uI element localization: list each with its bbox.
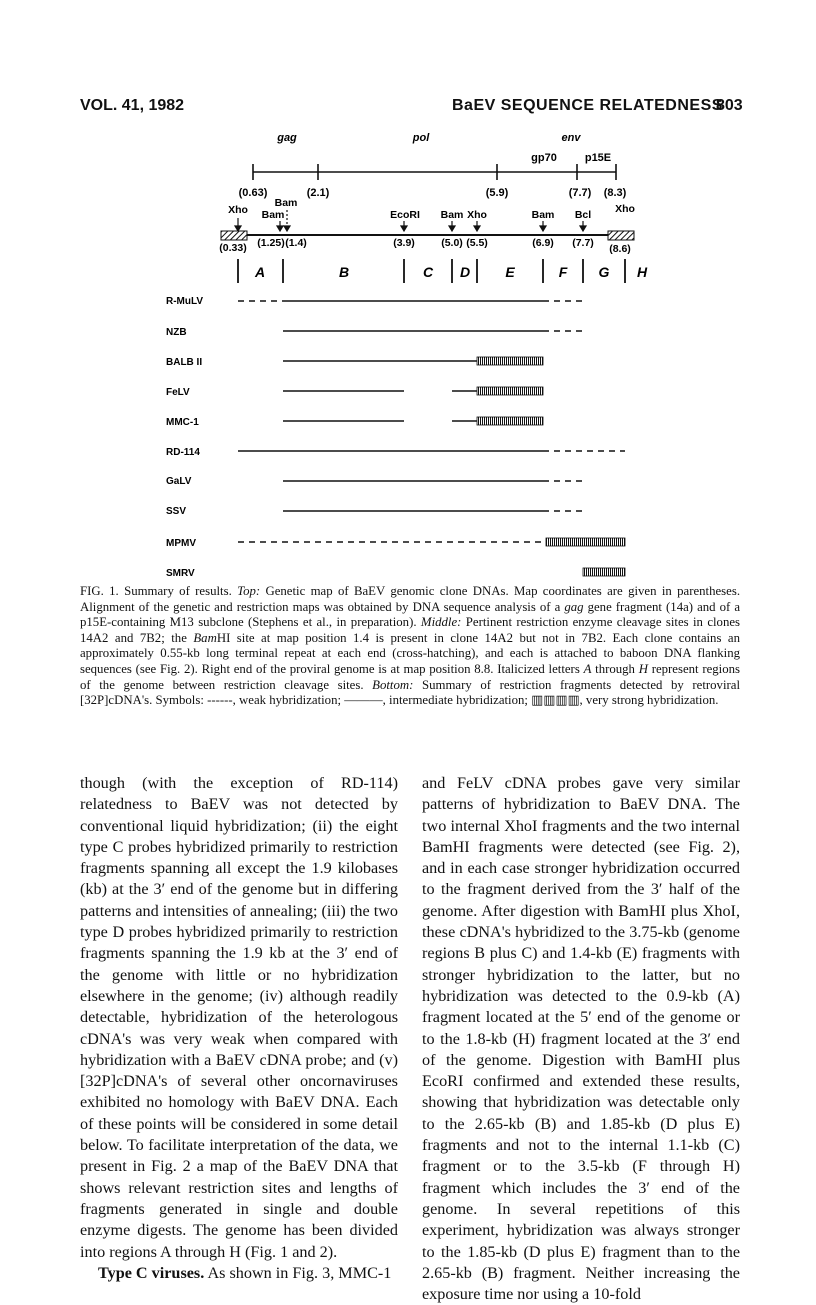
region-label: H — [636, 264, 648, 280]
region-label: E — [505, 264, 515, 280]
probe-label: SSV — [166, 506, 187, 517]
coordinate-label: (1.25) — [257, 237, 285, 249]
caption-text: Bam — [193, 630, 217, 645]
body-paragraph: and FeLV cDNA probes gave very similar patterns of hybridization to BaEV DNA. The two internal XhoI fragments and the two internal BamHI fragments were detected (see Fig. 2), and in each case stronger hybridization occurred to the fragment derived from the 3′ half of the genome. After digestion with BamHI plus XhoI, these cDNA's hybridized to the 3.75-kb (genome regions B plus C) and 1.4-kb (E) fragments with stronger hybridization to the latter, but no hybridization was detected to the 0.9-kb (A) fragment located at the 5′ end of the genome or to the 1.8-kb (H) fragment located at the 3′ end of the genome. Digestion with BamHI plus EcoRI confirmed and extended these results, showing that hybridization was detectable only to the 2.65-kb (B) and 1.85-kb (D plus E) fragments and not to the internal 1.1-kb (C) fragment or to the 3.5-kb (F through H) fragment which includes the 3′ end of the genome. In several repetitions of this experiment, hybridization was always stronger to the 1.85-kb (D plus E) fragment than to the 2.65-kb (B) fragment. Neither increasing the exposure time nor using a 10-fold — [422, 774, 740, 1304]
region-label: F — [558, 264, 568, 280]
caption-text: Genetic map of BaEV genomic clone DNAs. Map coordinates are given in parentheses. Alignment of the genetic and restriction maps was obtained by DNA sequence analysis of a — [80, 584, 741, 614]
probe-summary — [166, 296, 625, 579]
caption-text: H — [638, 661, 648, 676]
running-title: BaEV SEQUENCE RELATEDNESS — [452, 97, 723, 114]
coordinate-label: (3.9) — [393, 237, 415, 249]
region-label: G — [598, 264, 610, 280]
figure-1 — [0, 0, 816, 590]
caption-top-label: Top: — [237, 584, 261, 598]
coordinate-label: (5.5) — [466, 237, 488, 249]
gene-label: pol — [412, 132, 430, 144]
probe-label: BALB II — [166, 357, 203, 368]
region-label: B — [338, 264, 350, 280]
caption-bottom-label: Bottom: — [372, 677, 414, 692]
probe-label: MMC-1 — [166, 417, 199, 428]
coordinate-label: (5.0) — [441, 237, 463, 249]
section-heading: Type C viruses. — [98, 1263, 205, 1282]
restriction-map — [219, 197, 648, 283]
caption-text: through — [595, 661, 635, 676]
caption-text: represent regions of the genome between restriction cleavage sites. — [80, 661, 741, 692]
figure-caption — [80, 584, 740, 709]
body-column-left — [80, 773, 398, 1284]
page-number: 803 — [716, 97, 743, 114]
coordinate-label: (2.1) — [306, 187, 330, 199]
subgene-label: gp70 — [531, 152, 557, 164]
coordinate-label: (7.7) — [572, 237, 594, 249]
coordinate-label: (8.3) — [603, 187, 627, 199]
subgene-label: p15E — [584, 152, 612, 164]
coordinate-label: (8.6) — [609, 243, 631, 255]
genetic-map — [239, 132, 627, 199]
site-label: Bam — [261, 209, 285, 221]
coordinate-label: (5.9) — [485, 187, 509, 199]
section-text: As shown in Fig. 3, MMC-1 — [207, 1263, 392, 1282]
caption-text: A — [583, 661, 592, 676]
coordinate-label: (6.9) — [532, 237, 554, 249]
probe-label: GaLV — [166, 476, 192, 487]
region-label: A — [254, 264, 266, 280]
volume-label: VOL. 41, 1982 — [80, 97, 185, 114]
gene-label: env — [561, 132, 581, 144]
caption-text: Pertinent restriction enzyme cleavage sites in clones 14A2 and 7B2; the — [80, 615, 741, 645]
site-label: EcoRI — [390, 209, 420, 221]
region-label: C — [422, 264, 434, 280]
coordinate-label: (0.63) — [238, 187, 268, 199]
site-label: Bcl — [574, 209, 592, 221]
caption-text: gag — [564, 599, 584, 614]
site-label: Xho — [228, 204, 248, 216]
coordinate-label: (7.7) — [568, 187, 592, 199]
site-label: Xho — [467, 209, 487, 221]
site-label: Bam — [531, 209, 555, 221]
coordinate-label: (1.4) — [285, 237, 307, 249]
section-paragraph — [80, 1263, 398, 1284]
gene-label: gag — [277, 132, 297, 144]
caption-text: HI site at map position 1.4 is present in clone 14A2 but not in 7B2. Each clone contains an approximately 0.55-kb long terminal repeat at each end (cross-hatching), and each is attached to baboon DNA flanking sequences (see Fig. 2). Right end of the proviral genome is at map position 8.8. Italicized letters — [80, 630, 740, 676]
body-column-right — [422, 773, 740, 1305]
caption-text: gene fragment (14a) and of a p15E-containing M13 subclone (Stephens et al., in preparation). — [80, 599, 740, 630]
probe-label: RD-114 — [166, 447, 200, 458]
site-label: Bam — [440, 209, 464, 221]
caption-lead: FIG. 1. Summary of results. — [80, 584, 232, 598]
coordinate-label: (0.33) — [219, 242, 247, 254]
probe-label: NZB — [166, 327, 187, 338]
region-label: D — [459, 264, 471, 280]
site-label: Bam — [274, 197, 298, 209]
probe-label: MPMV — [166, 538, 196, 549]
probe-label: FeLV — [166, 387, 190, 398]
body-paragraph: though (with the exception of RD-114) relatedness to BaEV was not detected by conventional liquid hybridization; (ii) the eight type C probes hybridized primarily to restriction fragments spanning all except the 1.9 kilobases (kb) at the 3′ end of the genome but in differing patterns and intensities of annealing; (iii) the two type D probes hybridized primarily to restriction fragments spanning the 1.9 kb at the 3′ end of the genome with little or no hybridization elsewhere in the genome; (iv) although readily detectable, hybridization of the heterologous cDNA's was very weak when compared with hybridization with a BaEV cDNA probe; and (v) [32P]cDNA's of several other oncornaviruses exhibited no homology with BaEV DNA. Each of these points will be considered in some detail below. To facilitate interpretation of the data, we present in Fig. 2 a map of the BaEV DNA that shows relevant restriction sites and lengths of fragments generated in single and double enzyme digests. The genome has been divided into regions A through H (Fig. 1 and 2). — [80, 774, 398, 1261]
probe-label: SMRV — [166, 568, 195, 579]
caption-middle-label: Middle: — [420, 615, 462, 630]
probe-label: R-MuLV — [166, 296, 204, 307]
site-label: Xho — [615, 203, 635, 215]
caption-text: Summary of restriction fragments detected by retroviral [32P]cDNA's. Symbols: ------, weak hybridization; ———, intermediate hybridization; ▥▥▥▥, very strong hybridization. — [80, 677, 740, 708]
